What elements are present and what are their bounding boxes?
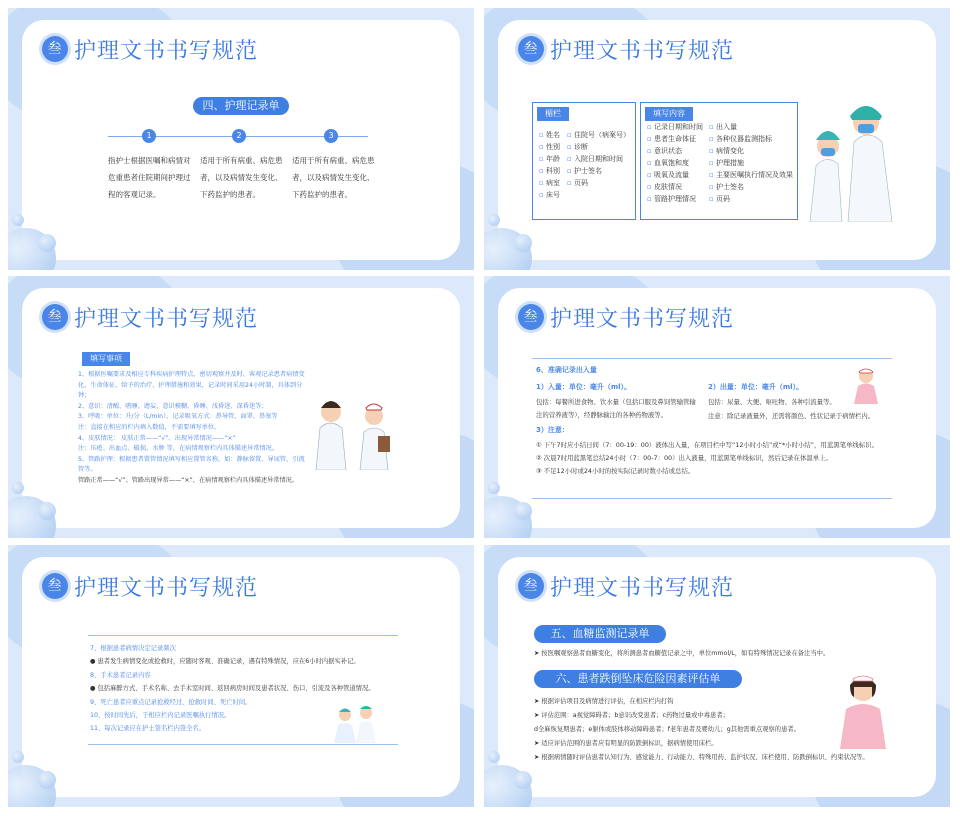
slide-1 — [8, 8, 474, 270]
list-item: ▫ 管路护理情况 — [647, 195, 696, 203]
step-marker: 3 — [324, 129, 338, 143]
slide-4 — [484, 276, 950, 538]
note-line: 注：直接在相应的栏内填入数值，不需要填写单位。 — [78, 423, 221, 431]
list-item: ▫ 患者生命体征 — [647, 135, 696, 143]
output-title: 2）出量：单位：毫升（ml）。 — [708, 383, 804, 391]
note-line: 10、按时间先后，于相应栏内记录医嘱执行情况。 — [90, 712, 231, 720]
list-item: ▫ 血氧饱和度 — [647, 159, 689, 167]
column-text: 适用于所有病重、病危患者，以及病情发生变化、下药监护的患者。 — [200, 156, 283, 199]
note-title: 3）注意： — [536, 426, 569, 434]
slide-badge-icon: 叁 — [42, 304, 68, 330]
nurse-illustration — [828, 665, 898, 749]
note-line: ● 患者发生病情变化或抢救时，应随时客观、准确记录，遇有特殊情况，应在6小时内据实补记。 — [90, 658, 360, 666]
step-marker: 1 — [142, 129, 156, 143]
list — [709, 121, 793, 205]
slide-title — [523, 302, 735, 333]
box-label: 填写内容 — [645, 107, 693, 121]
slide-3 — [8, 276, 474, 538]
column-text: 适用于所有病重、病危患者，以及病情发生变化、下药监护的患者。 — [292, 156, 375, 199]
list-item: ▫ 各种仪器监测指标 — [709, 135, 772, 143]
output-note: 注意：除记录液量外，还需将颜色、性状记录于病情栏内。 — [708, 412, 875, 420]
list-item: ▫ 页码 — [567, 179, 588, 187]
column-text: 指护士根据医嘱和病情对危重患者住院期间护理过程的客观记录。 — [108, 156, 191, 199]
assessment-list — [534, 695, 869, 765]
nurse-illustration — [848, 364, 884, 404]
list — [567, 129, 630, 189]
note-line: 管路正常——“√”、管路出现异常——“×”、在病情观察栏内具体描述异常情况。 — [78, 476, 298, 484]
slide-title-text: 护理文书书写规范 — [550, 576, 735, 601]
section-heading: 6、准确记录出入量 — [536, 366, 597, 374]
slide-title — [47, 34, 259, 65]
slide-2 — [484, 8, 950, 270]
note-line: 5、管路护理：根据患者置管情况填写相应置管名称，如：静脉留置、导尿管、引流管等。 — [78, 455, 305, 474]
note-line: 7、根据患者病情决定记录频次 — [90, 645, 176, 652]
list-item: ▫ 记录日期和时间 — [647, 123, 703, 131]
doctor-nurse-illustration — [308, 388, 398, 470]
output-text: 包括：尿量、大便、呕吐物、各种引流量等。 — [708, 398, 836, 406]
list-item: ➤ 评估范围：a视觉障碍者；b意识改变患者；c药物过量或中毒患者； — [534, 712, 729, 719]
list-item: ▫ 性别 — [539, 143, 560, 151]
note-line: 1、根据医嘱要求及相应专科疾病护理特点，密切观察并及时、客观记录患者病情变化、生命体征，给予的治疗、护理措施和效果，记录时间采用24小时制，具体到分钟； — [78, 371, 305, 400]
list-item: ▫ 姓名 — [539, 131, 560, 139]
step-marker: 2 — [232, 129, 246, 143]
glucose-text: ➤ 按医嘱观察患者血糖变化，将所测患者血糖值记录之中，单位mmol/L，如有特殊情况记录在备注当中。 — [534, 650, 830, 657]
note-line: 4、皮肤情况： 皮肤正常——“√”、出现异常情况——“×” — [78, 434, 236, 442]
note-line: 3、呼吸：单位：升/分（L/min），记录吸氧方式：鼻导管、面罩、鼻塞等 — [78, 413, 278, 421]
slide-badge-icon: 叁 — [518, 573, 544, 599]
list-item: ▫ 护士签名 — [709, 183, 744, 191]
list-item: ▫ 入院日期和时间 — [567, 155, 623, 163]
list-item: ▫ 护士签名 — [567, 167, 602, 175]
list-item: ▫ 病室 — [539, 179, 560, 187]
intake-title: 1）入量：单位：毫升（ml）。 — [536, 383, 632, 391]
slide-badge-icon: 叁 — [518, 304, 544, 330]
slide-badge-icon: 叁 — [518, 36, 544, 62]
content-fields-box — [640, 102, 798, 220]
note-line: ③ 不足12小时或24小时的按实际记录时数小结或总结。 — [536, 467, 695, 475]
nurses-illustration — [330, 703, 380, 743]
slide-title — [47, 571, 259, 602]
slide-title-text: 护理文书书写规范 — [550, 39, 735, 64]
list-item: ▫ 皮肤情况 — [647, 183, 682, 191]
list-item: ▫ 诊断 — [567, 143, 588, 151]
list — [647, 121, 703, 205]
list-item: ▫ 科别 — [539, 167, 560, 175]
list-item: ➤ 根据病情随时评估患者认知行为、感觉能力、行动能力、特殊用药、监护状况、床栏使用、防跌倒标识、约束状况等。 — [534, 754, 869, 761]
note-line: 8、手术患者记录内容 — [90, 671, 151, 679]
nurses-illustration — [802, 94, 902, 222]
section-heading: 五、血糖监测记录单 — [534, 625, 666, 643]
slide-badge-icon: 叁 — [42, 36, 68, 62]
list-item: ▫ 主要医嘱执行情况及效果 — [709, 171, 793, 179]
slide-title-text: 护理文书书写规范 — [550, 307, 735, 332]
notes-list — [536, 439, 892, 478]
list-item: ▫ 意识状态 — [647, 147, 682, 155]
section-heading: 六、患者跌倒坠床危险因素评估单 — [534, 670, 742, 688]
note-line: 2、意识：清醒、嗜睡、谵妄、意识模糊、昏睡、浅昏迷、深昏迷等； — [78, 402, 268, 410]
list-item: ▫ 护理措施 — [709, 159, 744, 167]
list — [539, 129, 560, 201]
slide-title-text: 护理文书书写规范 — [74, 307, 259, 332]
slide-6 — [484, 545, 950, 807]
list-item: ▫ 页码 — [709, 195, 730, 203]
note-line: ● 包括麻醉方式、手术名称、去手术室时间、返回病房时间及患者状况、伤口、引流及各种管道情况。 — [90, 685, 375, 693]
slide-title — [523, 571, 735, 602]
list-item: d全麻恢复期患者；e躯体或肢体移动障碍患者；f老年患者及婴幼儿；g其他需重点观察的患者。 — [534, 726, 800, 733]
list-item: ▫ 吸氧及流量 — [647, 171, 689, 179]
list-item: ▫ 年龄 — [539, 155, 560, 163]
slide-badge-icon: 叁 — [42, 573, 68, 599]
notes-list — [78, 370, 308, 487]
note-line: 9、死亡患者应重点记录抢救经过、抢救时间、死亡时间。 — [90, 698, 252, 706]
slide-title — [523, 34, 735, 65]
slide-title-text: 护理文书书写规范 — [74, 576, 259, 601]
slide-title — [47, 302, 259, 333]
slide-title-text: 护理文书书写规范 — [74, 39, 259, 64]
box-label: 楣栏 — [537, 107, 569, 121]
section-heading: 四、护理记录单 — [193, 97, 289, 115]
note-line: ① 下午7时应小结日间（7：00-19：00）液体出入量，在项目栏中写“12小时小结”或“*小时小结”，用蓝黑笔单线标识。 — [536, 441, 878, 449]
note-line: 11、每次记录应在护士签名栏内签全名。 — [90, 725, 206, 733]
intake-text: 包括：每餐所进食物、饮水量（包括口服及鼻饲管输管输注的营养液等），经静脉输注的各种药物液等。 — [536, 398, 696, 419]
list-item: ➤ 适应评估范围的患者应有明显的防跌倒标识，据病情使用床栏。 — [534, 740, 718, 747]
list-item: ▫ 出入量 — [709, 123, 737, 131]
slide-5 — [8, 545, 474, 807]
list-item: ▫ 住院号（病案号） — [567, 131, 630, 139]
note-line: ② 次晨7时用蓝黑笔总结24小时（7：00-7：00）出入液量，用蓝黑笔单线标识，然后记录在体温单上。 — [536, 454, 832, 462]
section-label: 填写事项 — [82, 352, 130, 366]
header-fields-box — [532, 102, 636, 220]
list-item: ➤ 根据评估项目及病情进行评估，在相应栏内打钩 — [534, 698, 674, 705]
list-item: ▫ 病情变化 — [709, 147, 744, 155]
list-item: ▫ 床号 — [539, 191, 560, 199]
note-line: 注：压疮、出血点、破损、水肿 等，在病情观察栏内具体描述异常情况。 — [78, 445, 278, 453]
